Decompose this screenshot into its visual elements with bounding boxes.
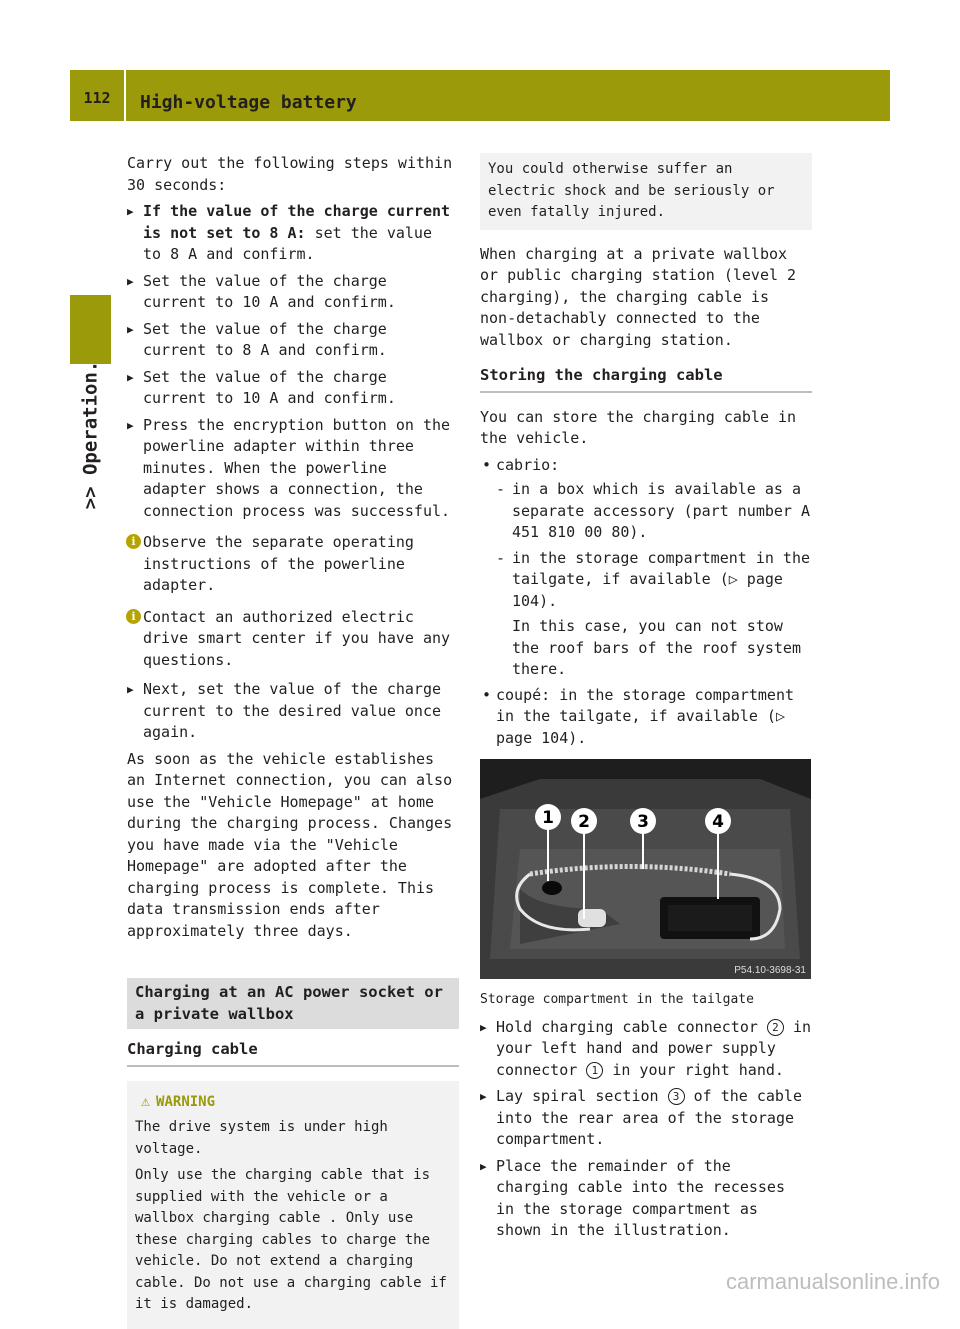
left-column	[127, 153, 459, 1329]
photo-illustration	[480, 759, 811, 979]
arrow-icon: ▶	[127, 322, 134, 336]
arrow-icon: ▶	[127, 418, 134, 432]
photo-label-3: 3	[637, 812, 649, 832]
side-label-text: >> Operation.	[78, 360, 101, 510]
store-intro: You can store the charging cable in the vehicle.	[480, 407, 797, 447]
subheading-storing-cable: Storing the charging cable	[480, 365, 812, 393]
step-1-bold: If the value of the charge current is not set to 8 A:	[143, 202, 451, 242]
photo-caption: Storage compartment in the tailgate	[480, 992, 754, 1007]
ref-number-1: 1	[586, 1062, 603, 1079]
homepage-paragraph: As soon as the vehicle establishes an Internet connection, you can also use the "Vehicle Homepage" at home during the charging process. Changes you have made via the "Vehicle Homepage" are adopted after the charging process is complete. This data transmission ends after approximately three days.	[127, 749, 453, 940]
dash-mark: -	[496, 480, 506, 498]
dash-2-note: In this case, you can not stow the roof bars of the roof system there.	[512, 617, 801, 678]
step-lay	[480, 1086, 812, 1151]
step-2-text: Set the value of the charge current to 10 A and confirm.	[143, 271, 396, 311]
side-label	[70, 360, 111, 510]
warning-heading	[135, 1091, 451, 1114]
photo-label-2: 2	[578, 812, 590, 832]
step-6-text: Next, set the value of the charge current to the desired value once again.	[143, 680, 442, 741]
page-title: High-voltage battery	[140, 92, 357, 113]
step-place-text: Place the remainder of the charging cable into the recesses in the storage compartment as shown in the illustration.	[496, 1156, 785, 1239]
dash-mark: -	[496, 548, 506, 567]
dash-item-1	[480, 479, 812, 544]
arrow-icon: ▶	[480, 1020, 487, 1034]
charging-paragraph: When charging at a private wallbox or public charging station (level 2 charging), the charging cable is non-detachably connected to the wallbox or charging station.	[480, 244, 797, 349]
arrow-icon: ▶	[127, 205, 134, 218]
bullet-coupe	[480, 685, 812, 750]
step-hold-a: Hold charging cable connector	[496, 1017, 767, 1036]
warning-line-1: The drive system is under high voltage.	[135, 1119, 388, 1157]
intro-text: Carry out the following steps within 30 seconds:	[127, 154, 453, 194]
bullet-cabrio	[480, 455, 812, 477]
step-5	[127, 415, 459, 523]
subheading-charging-cable: Charging cable	[127, 1039, 459, 1067]
step-4-text: Set the value of the charge current to 10 A and confirm.	[143, 367, 396, 407]
step-hold-c: in your right hand.	[603, 1060, 784, 1079]
step-3-text: Set the value of the charge current to 8 A and confirm.	[143, 319, 387, 359]
dash-item-2	[480, 548, 812, 613]
bullet-dot: •	[482, 685, 492, 704]
ref-number-3: 3	[668, 1088, 685, 1105]
ref-number-2: 2	[767, 1019, 784, 1036]
photo-label-1: 1	[542, 808, 554, 828]
bullet-dot: •	[482, 455, 492, 474]
info-2-text: Contact an authorized electric drive smart center if you have any questions.	[143, 607, 451, 669]
arrow-icon: ▶	[127, 370, 134, 384]
right-column	[480, 153, 812, 1247]
step-hold	[480, 1017, 812, 1082]
warning-box	[127, 1081, 459, 1329]
step-place	[480, 1156, 812, 1242]
info-icon: i	[126, 609, 141, 624]
info-icon: i	[126, 534, 141, 549]
side-tab	[70, 295, 111, 364]
info-1-text: Observe the separate operating instructions of the powerline adapter.	[143, 533, 414, 594]
photo-label-4: 4	[712, 812, 724, 832]
bullet-cabrio-text: cabrio:	[496, 455, 560, 474]
warning-line-2: Only use the charging cable that is supplied with the vehicle or a wallbox charging cable . Only use these charging cables to charge the vehicle. Do not extend a charging cable. Do not use a charging cable if it is damaged.	[135, 1167, 447, 1312]
warning-continuation: You could otherwise suffer an electric shock and be seriously or even fatally injured.	[480, 153, 812, 230]
section-title: Charging at an AC power socket or a private wallbox	[127, 978, 459, 1029]
step-5-text: Press the encryption button on the powerline adapter within three minutes. When the powerline adapter shows a connection, the connection process was successful.	[143, 415, 451, 520]
step-lay-a: Lay spiral section	[496, 1087, 668, 1105]
bullet-coupe-text: coupé: in the storage compartment in the tailgate, if available (▷ page 104).	[496, 685, 795, 747]
step-1	[127, 201, 459, 266]
dash-2-text: in the storage compartment in the tailgate, if available (▷ page 104).	[512, 548, 811, 610]
info-note-2	[127, 607, 459, 672]
page-number: 112	[70, 70, 126, 121]
photo-code: P54.10-3698-31	[734, 965, 806, 976]
dash-1-text: in a box which is available as a separate accessory (part number A 451 810 00 80).	[512, 480, 811, 541]
step-3	[127, 319, 459, 362]
arrow-icon: ▶	[127, 683, 134, 696]
step-6	[127, 679, 459, 744]
step-1-rest: set the value to 8 A and confirm.	[143, 223, 432, 263]
watermark: carmanualsonline.info	[725, 1268, 940, 1294]
info-note-1	[127, 532, 459, 597]
arrow-icon: ▶	[480, 1159, 487, 1173]
warning-triangle-icon: ⚠	[141, 1091, 151, 1110]
arrow-icon: ▶	[127, 274, 134, 288]
step-lay-b: of the cable into the rear area of the storage compartment.	[496, 1087, 802, 1148]
step-4	[127, 367, 459, 410]
step-hold-b: in your left hand and power supply connector	[496, 1017, 812, 1079]
storage-compartment-photo	[480, 759, 811, 979]
warning-label: WARNING	[156, 1093, 216, 1110]
step-2	[127, 271, 459, 314]
arrow-icon: ▶	[480, 1090, 487, 1103]
